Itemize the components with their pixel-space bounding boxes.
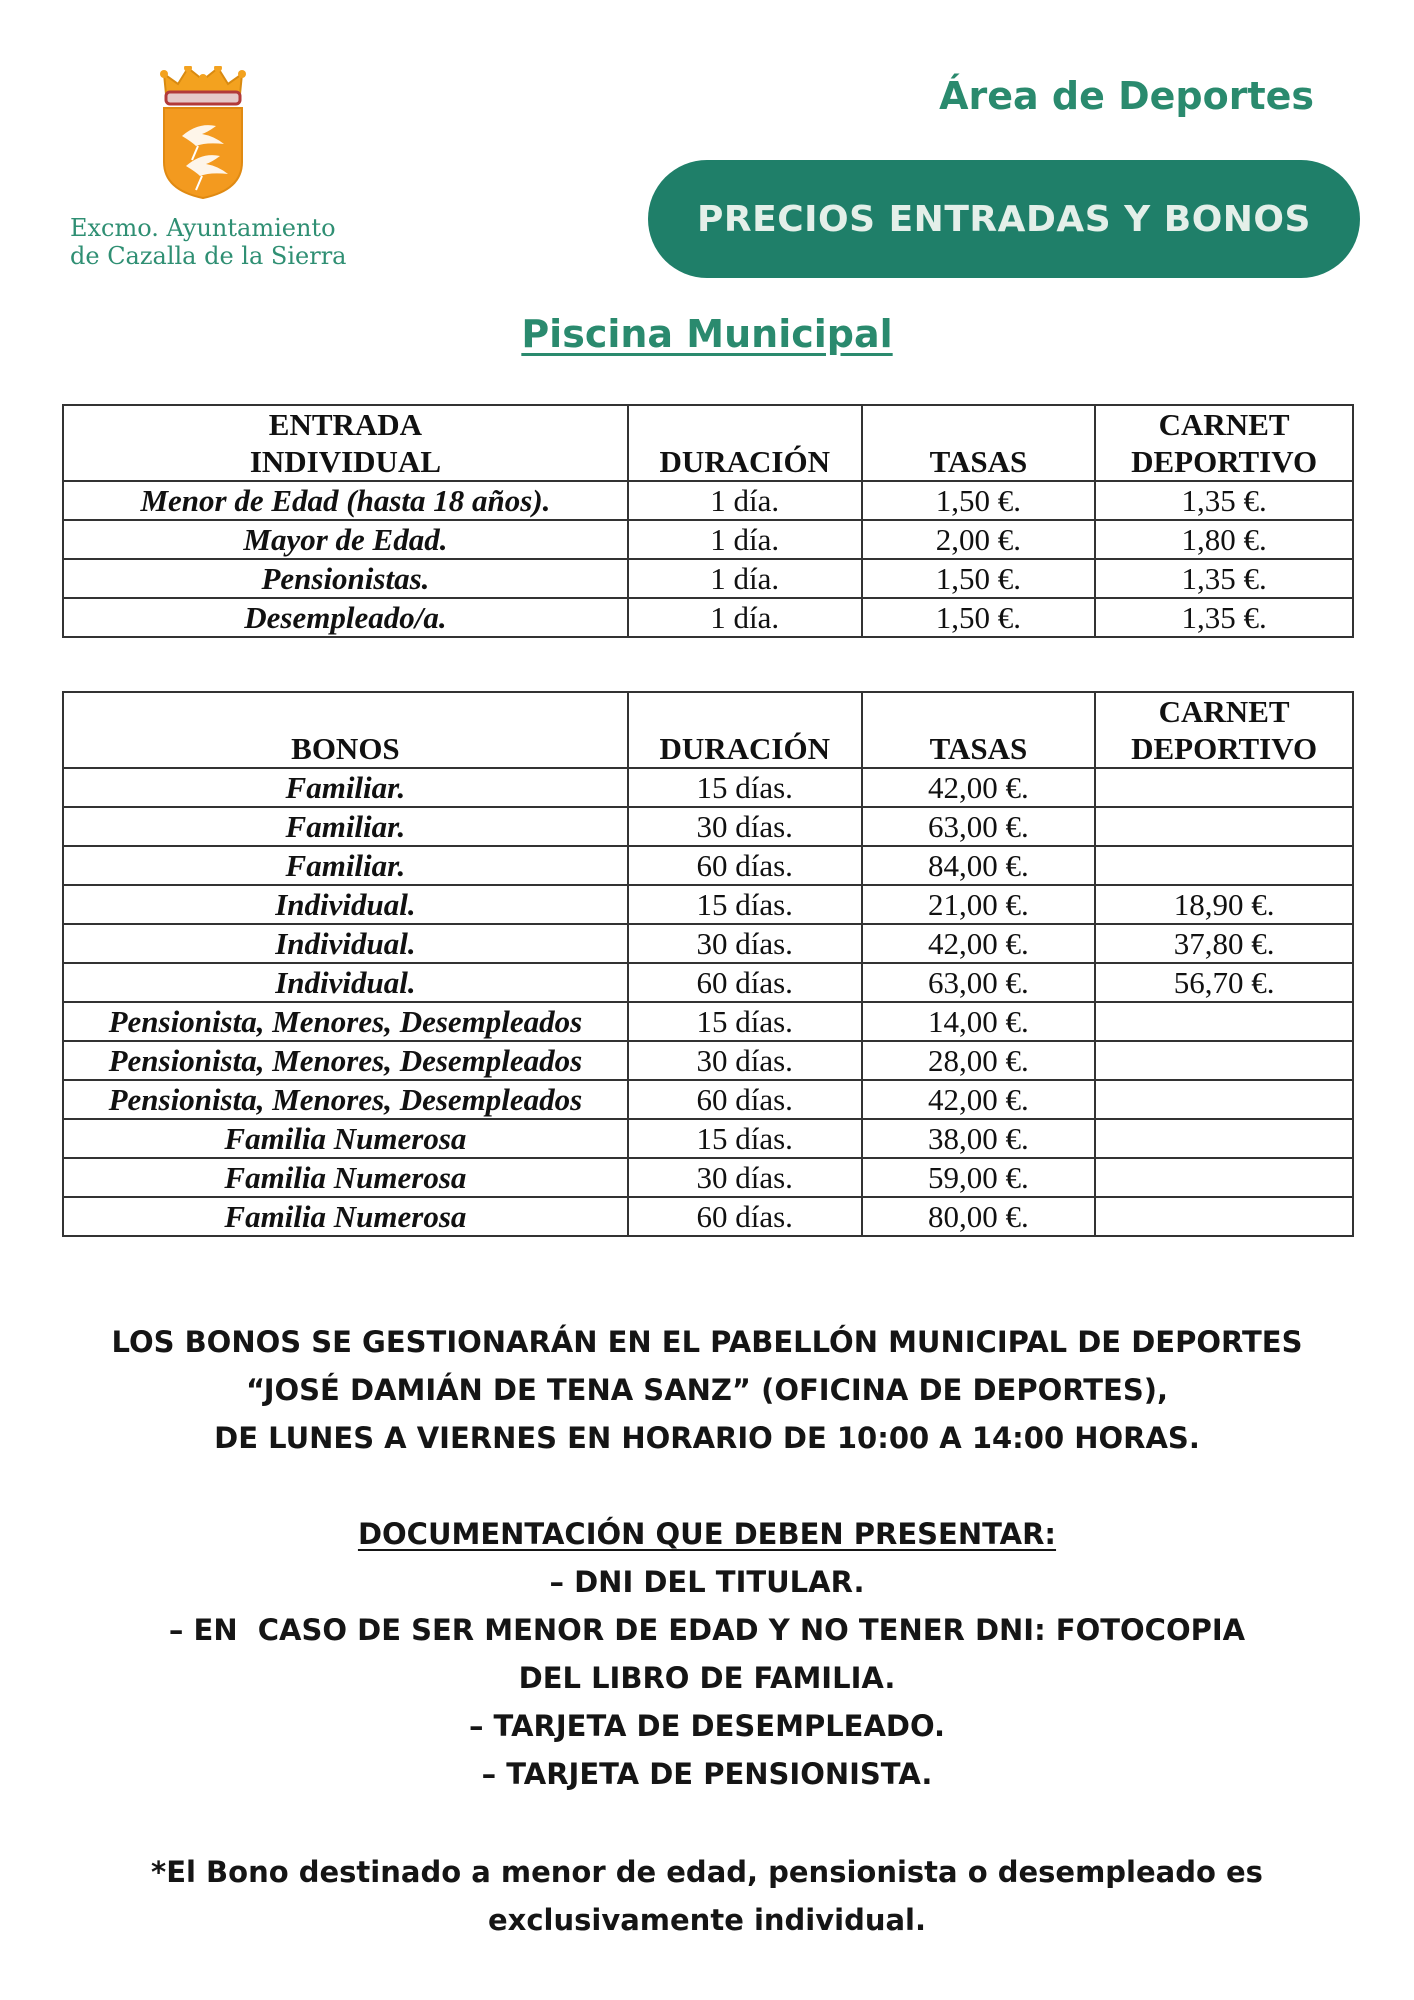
table-row bbox=[63, 1002, 1353, 1041]
category-cell: Familia Numerosa bbox=[63, 1119, 628, 1158]
table-row bbox=[63, 1041, 1353, 1080]
table-row bbox=[63, 559, 1353, 598]
duration-cell: 15 días. bbox=[628, 1119, 862, 1158]
header-duracion: DURACIÓN bbox=[628, 405, 862, 481]
header-bonos: BONOS bbox=[63, 692, 628, 768]
price-cell: 2,00 €. bbox=[862, 520, 1096, 559]
duration-cell: 15 días. bbox=[628, 1002, 862, 1041]
carnet-price-cell: 37,80 €. bbox=[1095, 924, 1353, 963]
duration-cell: 15 días. bbox=[628, 885, 862, 924]
duration-cell: 30 días. bbox=[628, 807, 862, 846]
duration-cell: 60 días. bbox=[628, 963, 862, 1002]
notice-line: DE LUNES A VIERNES EN HORARIO DE 10:00 A 14:00 HORAS. bbox=[214, 1421, 1200, 1455]
carnet-price-cell: 56,70 €. bbox=[1095, 963, 1353, 1002]
carnet-price-cell bbox=[1095, 1041, 1353, 1080]
category-cell: Familiar. bbox=[63, 846, 628, 885]
price-cell: 63,00 €. bbox=[862, 963, 1096, 1002]
duration-cell: 60 días. bbox=[628, 1080, 862, 1119]
price-cell: 42,00 €. bbox=[862, 924, 1096, 963]
table-row bbox=[63, 598, 1353, 637]
category-cell: Individual. bbox=[63, 963, 628, 1002]
category-cell: Individual. bbox=[63, 885, 628, 924]
table-row bbox=[63, 846, 1353, 885]
duration-cell: 1 día. bbox=[628, 520, 862, 559]
bonos-table bbox=[62, 691, 1354, 1237]
carnet-price-cell bbox=[1095, 846, 1353, 885]
duration-cell: 60 días. bbox=[628, 846, 862, 885]
municipality-logo bbox=[70, 66, 347, 276]
carnet-price-cell: 18,90 €. bbox=[1095, 885, 1353, 924]
price-cell: 80,00 €. bbox=[862, 1197, 1096, 1236]
title-banner bbox=[648, 160, 1360, 278]
footnote-line: *El Bono destinado a menor de edad, pensionista o desempleado es bbox=[151, 1855, 1263, 1889]
category-cell: Desempleado/a. bbox=[63, 598, 628, 637]
category-cell: Pensionistas. bbox=[63, 559, 628, 598]
carnet-price-cell: 1,35 €. bbox=[1095, 598, 1353, 637]
header-text: ENTRADA bbox=[268, 407, 423, 442]
price-cell: 84,00 €. bbox=[862, 846, 1096, 885]
table-row bbox=[63, 1197, 1353, 1236]
price-cell: 1,50 €. bbox=[862, 559, 1096, 598]
duration-cell: 30 días. bbox=[628, 924, 862, 963]
header-entrada-individual bbox=[63, 405, 628, 481]
header-duracion: DURACIÓN bbox=[628, 692, 862, 768]
header-text: CARNET bbox=[1158, 407, 1290, 442]
carnet-price-cell: 1,80 €. bbox=[1095, 520, 1353, 559]
documentation-item: – DNI DEL TITULAR. bbox=[549, 1565, 865, 1599]
footnote-line: exclusivamente individual. bbox=[487, 1903, 927, 1937]
table-row bbox=[63, 885, 1353, 924]
category-cell: Individual. bbox=[63, 924, 628, 963]
documentation-item: DEL LIBRO DE FAMILIA. bbox=[518, 1661, 896, 1695]
carnet-price-cell bbox=[1095, 1197, 1353, 1236]
logo-text-line2: de Cazalla de la Sierra bbox=[70, 242, 347, 270]
table-row bbox=[63, 481, 1353, 520]
category-cell: Familiar. bbox=[63, 807, 628, 846]
table-row bbox=[63, 1119, 1353, 1158]
documentation-heading: DOCUMENTACIÓN QUE DEBEN PRESENTAR: bbox=[357, 1517, 1057, 1551]
notice-line: “JOSÉ DAMIÁN DE TENA SANZ” (OFICINA DE DEPORTES), bbox=[245, 1373, 1169, 1407]
area-title: Área de Deportes bbox=[939, 74, 1314, 118]
coat-of-arms-icon bbox=[158, 66, 248, 200]
duration-cell: 30 días. bbox=[628, 1041, 862, 1080]
header-tasas: TASAS bbox=[862, 405, 1096, 481]
footnote bbox=[0, 1848, 1414, 1944]
carnet-price-cell bbox=[1095, 1002, 1353, 1041]
documentation-item: – EN CASO DE SER MENOR DE EDAD Y NO TENER DNI: FOTOCOPIA bbox=[168, 1613, 1246, 1647]
section-title: Piscina Municipal bbox=[521, 312, 893, 356]
price-cell: 28,00 €. bbox=[862, 1041, 1096, 1080]
table-header-row bbox=[63, 405, 1353, 481]
banner-text: PRECIOS ENTRADAS Y BONOS bbox=[697, 198, 1311, 240]
documentation-item: – TARJETA DE PENSIONISTA. bbox=[481, 1757, 933, 1791]
carnet-price-cell bbox=[1095, 1158, 1353, 1197]
table-row bbox=[63, 1080, 1353, 1119]
carnet-price-cell: 1,35 €. bbox=[1095, 559, 1353, 598]
logo-caption bbox=[70, 214, 350, 270]
price-cell: 42,00 €. bbox=[862, 1080, 1096, 1119]
bonos-table-body bbox=[63, 768, 1353, 1236]
duration-cell: 30 días. bbox=[628, 1158, 862, 1197]
duration-cell: 60 días. bbox=[628, 1197, 862, 1236]
category-cell: Pensionista, Menores, Desempleados bbox=[63, 1002, 628, 1041]
header-text: INDIVIDUAL bbox=[249, 444, 442, 479]
table-row bbox=[63, 924, 1353, 963]
price-cell: 21,00 €. bbox=[862, 885, 1096, 924]
table-row bbox=[63, 807, 1353, 846]
table-row bbox=[63, 520, 1353, 559]
price-cell: 38,00 €. bbox=[862, 1119, 1096, 1158]
header-tasas: TASAS bbox=[862, 692, 1096, 768]
price-cell: 1,50 €. bbox=[862, 481, 1096, 520]
table-row bbox=[63, 768, 1353, 807]
duration-cell: 1 día. bbox=[628, 481, 862, 520]
duration-cell: 15 días. bbox=[628, 768, 862, 807]
category-cell: Familia Numerosa bbox=[63, 1197, 628, 1236]
table-row bbox=[63, 963, 1353, 1002]
bonos-management-notice bbox=[0, 1318, 1414, 1462]
header-text: DEPORTIVO bbox=[1131, 731, 1318, 766]
carnet-price-cell: 1,35 €. bbox=[1095, 481, 1353, 520]
header-text: CARNET bbox=[1158, 694, 1290, 729]
category-cell: Mayor de Edad. bbox=[63, 520, 628, 559]
duration-cell: 1 día. bbox=[628, 598, 862, 637]
notice-line: LOS BONOS SE GESTIONARÁN EN EL PABELLÓN MUNICIPAL DE DEPORTES bbox=[111, 1325, 1303, 1359]
carnet-price-cell bbox=[1095, 768, 1353, 807]
logo-text-line1: Excmo. Ayuntamiento bbox=[70, 214, 336, 242]
duration-cell: 1 día. bbox=[628, 559, 862, 598]
documentation-item: – TARJETA DE DESEMPLEADO. bbox=[468, 1709, 946, 1743]
carnet-price-cell bbox=[1095, 807, 1353, 846]
price-cell: 59,00 €. bbox=[862, 1158, 1096, 1197]
entrada-individual-table bbox=[62, 404, 1354, 638]
category-cell: Familia Numerosa bbox=[63, 1158, 628, 1197]
category-cell: Menor de Edad (hasta 18 años). bbox=[63, 481, 628, 520]
price-cell: 14,00 €. bbox=[862, 1002, 1096, 1041]
header-carnet-deportivo bbox=[1095, 692, 1353, 768]
table-row bbox=[63, 1158, 1353, 1197]
header-carnet-deportivo bbox=[1095, 405, 1353, 481]
header-text: DEPORTIVO bbox=[1131, 444, 1318, 479]
table-header-row bbox=[63, 692, 1353, 768]
price-cell: 63,00 €. bbox=[862, 807, 1096, 846]
category-cell: Pensionista, Menores, Desempleados bbox=[63, 1080, 628, 1119]
price-cell: 42,00 €. bbox=[862, 768, 1096, 807]
category-cell: Familiar. bbox=[63, 768, 628, 807]
documentation-section bbox=[0, 1510, 1414, 1798]
category-cell: Pensionista, Menores, Desempleados bbox=[63, 1041, 628, 1080]
price-cell: 1,50 €. bbox=[862, 598, 1096, 637]
carnet-price-cell bbox=[1095, 1080, 1353, 1119]
carnet-price-cell bbox=[1095, 1119, 1353, 1158]
